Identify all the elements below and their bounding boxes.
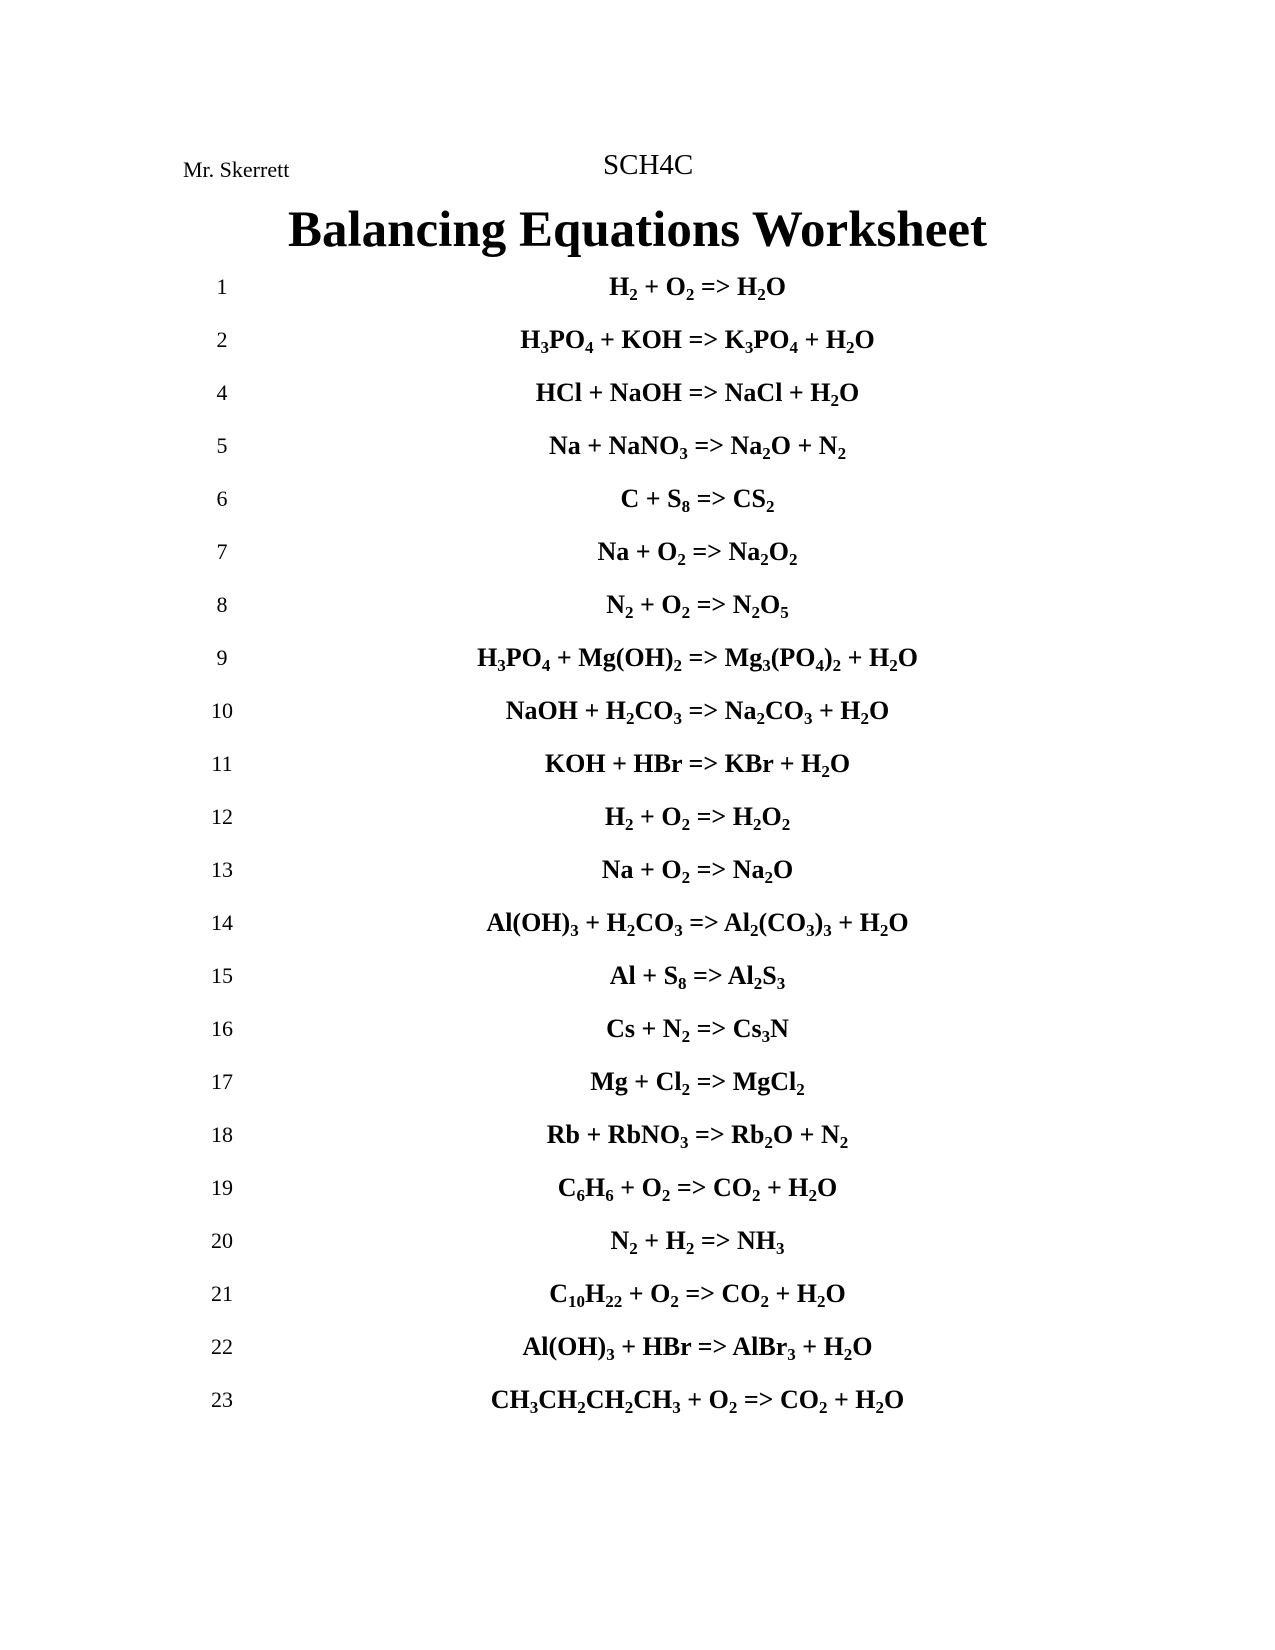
equation-number: 2 [216, 327, 228, 352]
chemical-equation: $Na + O_2 => Na_2O$ [601, 855, 794, 887]
equation-number: 4 [216, 380, 228, 405]
chemical-equation: $C + S_8 => CS_2$ [620, 484, 775, 516]
chemical-equation: Rb + RbNO$_3$ => $Rb_2O + N_2$ [546, 1120, 849, 1152]
chemical-equation: $Al(OH)_3 + H_2CO_3 => Al_2(CO_3)_3 + H_2O$ [486, 908, 909, 940]
equation-row [0, 903, 1275, 943]
course-code: SCH4C [603, 149, 694, 181]
chemical-equation: $C_{10}H_{22} + O_2 => CO_2 + H_2O$ [549, 1279, 846, 1311]
equation-row [0, 1327, 1275, 1367]
equation-row [0, 638, 1275, 678]
equation-number: 22 [211, 1334, 233, 1359]
equation-number: 16 [211, 1016, 233, 1041]
equation-number: 10 [211, 698, 233, 723]
chemical-equation: $Na + O_2 => Na_2O_2$ [597, 537, 798, 569]
chemical-equation: $Al + S_8 => Al_2S_3$ [609, 961, 786, 993]
equation-row [0, 1115, 1275, 1155]
chemical-equation: $CH_3CH_2CH_2CH_3 + O_2 => CO_2 + H_2O$ [490, 1385, 905, 1417]
equation-row [0, 797, 1275, 837]
chemical-equation: $C_6H_6 + O_2 => CO_2 + H_2O$ [557, 1173, 838, 1205]
chemical-equation: $N_2 + H_2 => NH_3$ [610, 1226, 785, 1258]
equation-number: 12 [211, 804, 233, 829]
equation-number: 8 [216, 592, 228, 617]
equation-row [0, 373, 1275, 413]
equation-number: 18 [211, 1122, 233, 1147]
chemical-equation: KOH + HBr => KBr + $H_2O$ [544, 749, 851, 781]
equation-number: 23 [211, 1387, 233, 1412]
chemical-equation: $H_2 + O_2 => H_2O_2$ [604, 802, 791, 834]
equation-number: 7 [216, 539, 228, 564]
chemical-equation: $H_3PO_4 + Mg(OH)_2 => Mg_3(PO_4)_2 + H_2O$ [477, 643, 918, 675]
equation-number: 11 [211, 751, 233, 776]
chemical-equation: $H_3PO_4$ + KOH => $K_3PO_4 + H_2O$ [520, 325, 875, 357]
equation-row [0, 1221, 1275, 1261]
equation-row [0, 479, 1275, 519]
equation-row [0, 426, 1275, 466]
page-title: Balancing Equations Worksheet [287, 202, 988, 258]
equation-number: 5 [216, 433, 228, 458]
equation-number: 15 [211, 963, 233, 988]
equation-row [0, 1168, 1275, 1208]
equation-number: 20 [211, 1228, 233, 1253]
equation-row [0, 744, 1275, 784]
equation-row [0, 585, 1275, 625]
chemical-equation: NaOH + $H_2CO_3 => Na_2CO_3 + H_2O$ [505, 696, 890, 728]
chemical-equation: HCl + NaOH => NaCl + $H_2O$ [535, 378, 860, 410]
equation-row [0, 691, 1275, 731]
chemical-equation: $Cs + N_2 => Cs_3N$ [606, 1014, 789, 1046]
equation-row [0, 1380, 1275, 1420]
equation-row [0, 850, 1275, 890]
equation-row [0, 267, 1275, 307]
equation-number: 9 [216, 645, 228, 670]
equation-row [0, 532, 1275, 572]
chemical-equation: $Mg + Cl_2$ => MgCl$_2$ [590, 1067, 805, 1099]
equation-row [0, 1062, 1275, 1102]
chemical-equation: Na + NaNO$_3$ => $Na_2O + N_2$ [548, 431, 847, 463]
equation-row [0, 956, 1275, 996]
chemical-equation: $H_2 + O_2 => H_2O$ [609, 272, 786, 304]
teacher-name: Mr. Skerrett [183, 157, 290, 182]
equation-number: 14 [211, 910, 233, 935]
equation-row [0, 1009, 1275, 1049]
equation-number: 1 [216, 274, 228, 299]
equation-number: 13 [211, 857, 233, 882]
equation-row [0, 320, 1275, 360]
equation-number: 17 [211, 1069, 233, 1094]
equation-number: 6 [216, 486, 228, 511]
equation-row [0, 1274, 1275, 1314]
chemical-equation: $N_2 + O_2 => N_2O_5$ [606, 590, 789, 622]
equation-number: 19 [211, 1175, 233, 1200]
equation-number: 21 [211, 1281, 233, 1306]
chemical-equation: $Al(OH)_3$ + HBr => AlBr$_3$ + $H_2O$ [522, 1332, 873, 1364]
